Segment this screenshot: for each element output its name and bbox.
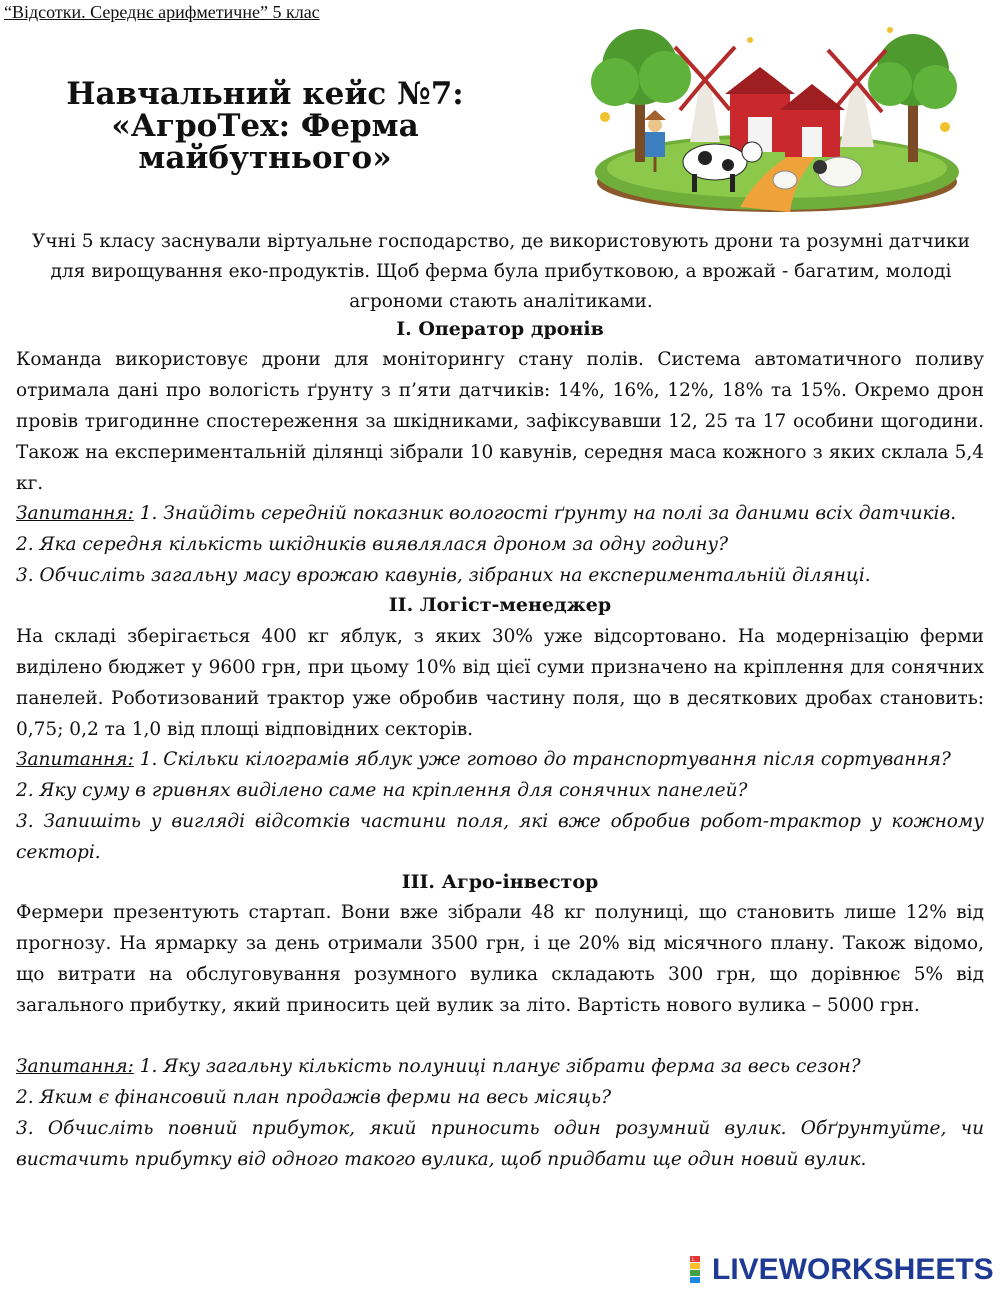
liveworksheets-logo — [690, 1250, 994, 1290]
section-1-question-2: 2. Яка середня кількість шкідників виявлялася дроном за одну годину? — [16, 534, 729, 555]
section-2-question-1 — [16, 744, 984, 775]
title-line-3: майбутнього» — [138, 140, 392, 176]
page-title — [30, 78, 500, 174]
farm-illustration — [590, 22, 965, 217]
section-3-question-3: 3. Обчисліть повний прибуток, який приносить один розумний вулик. Обґрунтуйте, чи вистачить прибутку від одного такого вулика, щоб придбати ще один новий вулик. — [16, 1118, 984, 1170]
question-label: Запитання: — [16, 1056, 134, 1077]
worksheet-topic-header: “Відсотки. Середнє арифметичне” 5 клас — [4, 2, 320, 22]
logo-badge-icon — [690, 1256, 712, 1284]
section-1-question-1 — [16, 498, 984, 529]
section-2-title: II. Логіст-менеджер — [388, 594, 612, 616]
section-3-question-1 — [16, 1051, 984, 1082]
intro-paragraph: Учні 5 класу заснували віртуальне господарство, де використовують дрони та розумні датчики для вирощування еко-продуктів. Щоб ферма була прибутковою, а врожай - багатим, молоді агрономи стають аналітиками. — [32, 231, 970, 312]
title-line-1: Навчальний кейс №7: — [66, 76, 464, 112]
question-text: 1. Знайдіть середній показник вологості ґрунту на полі за даними всіх датчиків. — [133, 503, 957, 524]
logo-text: LIVEWORKSHEETS — [712, 1253, 994, 1286]
question-label: Запитання: — [16, 503, 134, 524]
question-label: Запитання: — [16, 749, 134, 770]
section-2-text: На складі зберігається 400 кг яблук, з яких 30% уже відсортовано. На модернізацію ферми виділено бюджет у 9600 грн, при цьому 10% від цієї суми призначено на кріплення для сонячних панелей. Роботизований трактор уже обробив частину поля, що в десяткових дробах становить: 0,75; 0,2 та 1,0 від площі відповідних секторів. — [16, 626, 984, 740]
section-1-title: I. Оператор дронів — [396, 318, 604, 340]
section-2-question-3: 3. Запишіть у вигляді відсотків частини поля, які вже обробив робот-трактор у кожному секторі. — [16, 811, 984, 863]
section-1-question-3: 3. Обчисліть загальну масу врожаю кавунів, зібраних на експериментальній ділянці. — [16, 565, 871, 586]
question-text: 1. Скільки кілограмів яблук уже готово до транспортування після сортування? — [133, 749, 951, 770]
section-3-text: Фермери презентують стартап. Вони вже зібрали 48 кг полуниці, що становить лише 12% від прогнозу. На ярмарку за день отримали 3500 грн, і це 20% від місячного плану. Також відомо, що витрати на обслуговування розумного вулика складають 300 грн, що дорівнює 5% від загального прибутку, який приносить цей вулик за літо. Вартість нового вулика – 5000 грн. — [16, 902, 984, 1016]
question-text: 1. Яку загальну кількість полуниці планує зібрати ферма за весь сезон? — [133, 1056, 861, 1077]
section-1-text: Команда використовує дрони для моніторингу стану полів. Система автоматичного поливу отримала дані про вологість ґрунту з п’яти датчиків: 14%, 16%, 12%, 18% та 15%. Окремо дрон провів тригодинне спостереження за шкідниками, зафіксувавши 12, 25 та 17 особини щогодини. Також на експериментальній ділянці зібрали 10 кавунів, середня маса кожного з яких склала 5,4 кг. — [16, 349, 984, 494]
section-3-title: III. Агро-інвестор — [401, 871, 599, 893]
logo-badge-l: L — [692, 1257, 695, 1263]
section-3-question-2: 2. Яким є фінансовий план продажів ферми на весь місяць? — [16, 1087, 611, 1108]
section-2-question-2: 2. Яку суму в гривнях виділено саме на кріплення для сонячних панелей? — [16, 780, 748, 801]
title-line-2: «АгроТех: Ферма — [111, 108, 419, 144]
